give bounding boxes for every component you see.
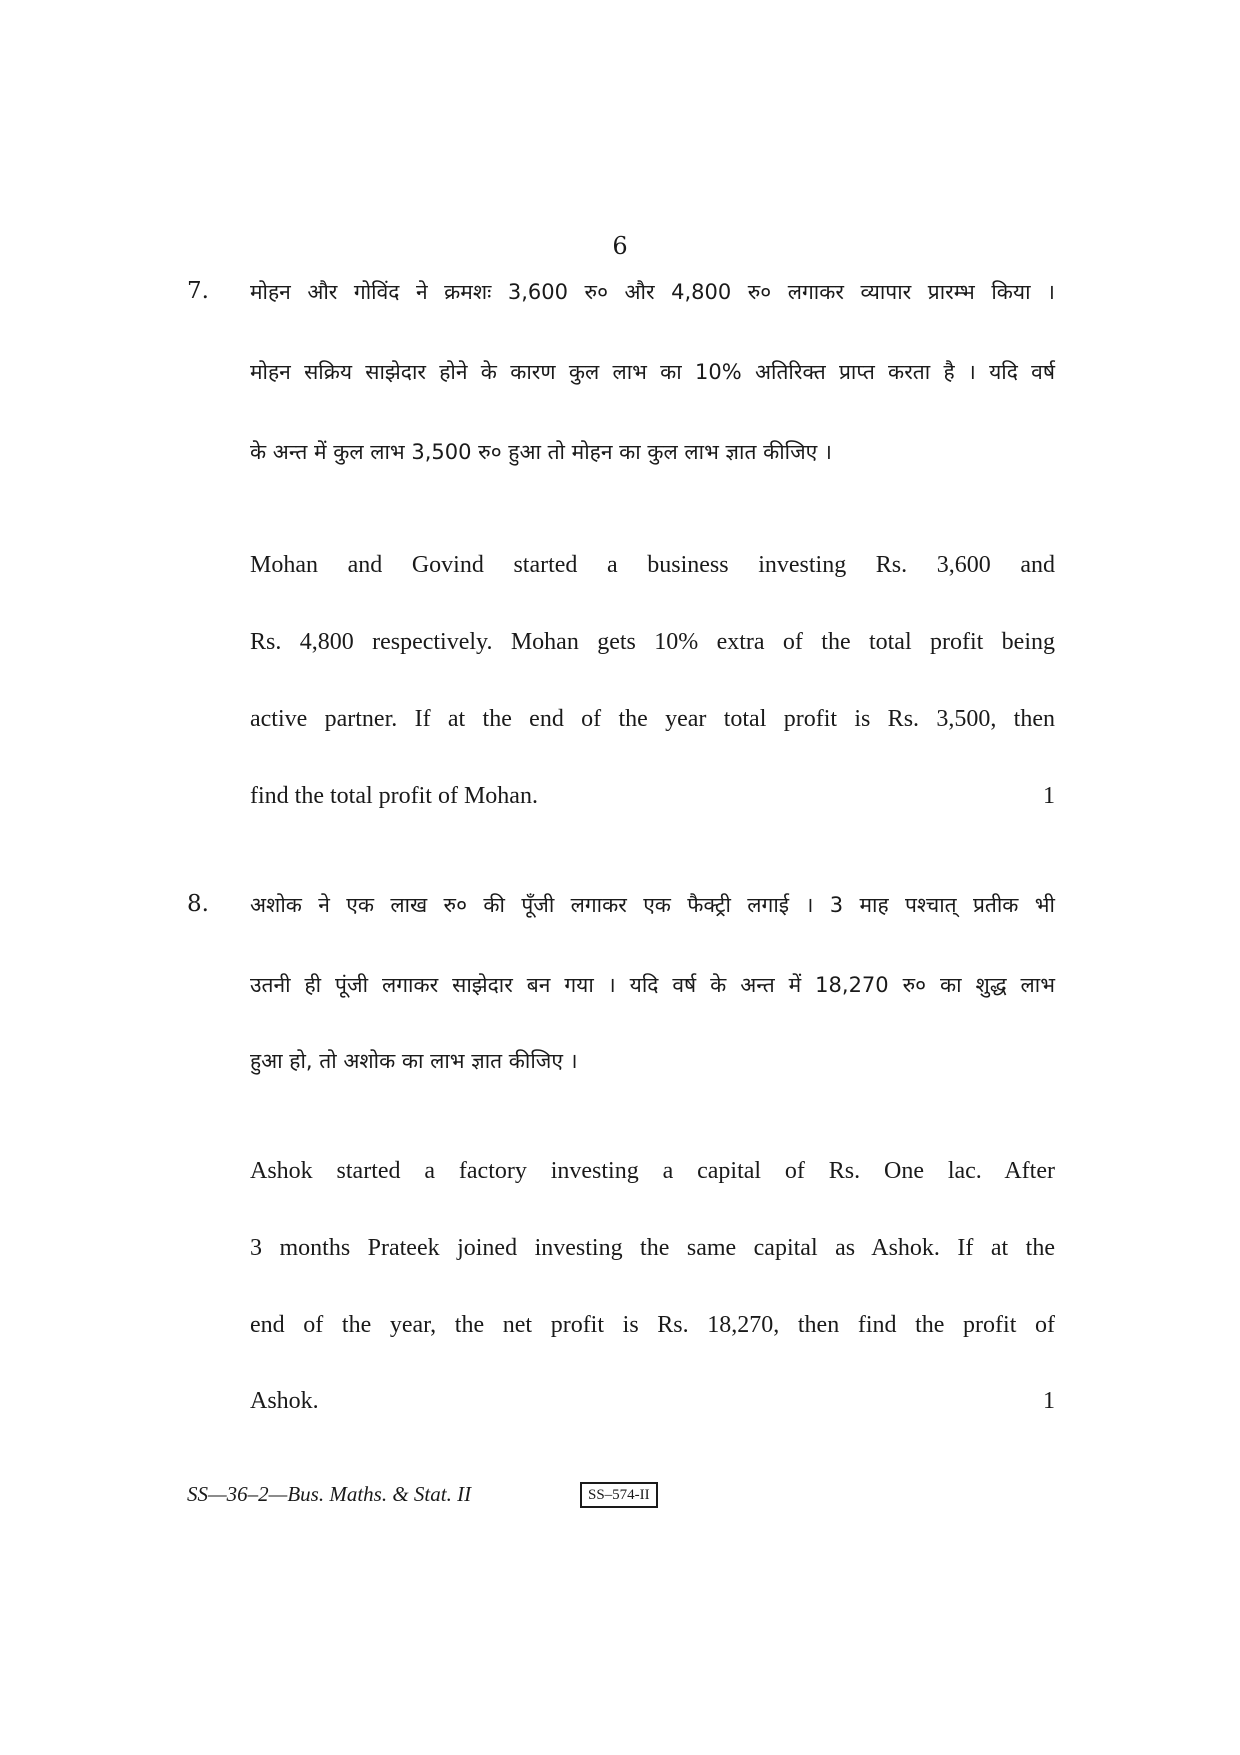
hindi-text-line: मोहन और गोविंद ने क्रमशः 3,600 रु० और 4,800 रु० लगाकर व्यापार प्रारम्भ किया । <box>250 280 1055 304</box>
english-text-line: Ashok started a factory investing a capital of Rs. One lac. After <box>250 1158 1055 1184</box>
hindi-text-line: मोहन सक्रिय साझेदार होने के कारण कुल लाभ का 10% अतिरिक्त प्राप्त करता है । यदि वर्ष <box>250 360 1055 384</box>
english-text-line: Rs. 4,800 respectively. Mohan gets 10% extra of the total profit being <box>250 629 1055 655</box>
english-text-line: Mohan and Govind started a business investing Rs. 3,600 and <box>250 552 1055 578</box>
page-number: 6 <box>612 232 628 260</box>
english-text-line: active partner. If at the end of the year total profit is Rs. 3,500, then <box>250 706 1055 732</box>
hindi-text-line: उतनी ही पूंजी लगाकर साझेदार बन गया । यदि वर्ष के अन्त में 18,270 रु० का शुद्ध लाभ <box>250 973 1055 997</box>
hindi-text-line: हुआ हो, तो अशोक का लाभ ज्ञात कीजिए । <box>250 1049 578 1073</box>
question-number: 7. <box>187 278 209 304</box>
english-text-line: 3 months Prateek joined investing the same capital as Ashok. If at the <box>250 1235 1055 1261</box>
question-number: 8. <box>187 891 209 917</box>
hindi-text-line: अशोक ने एक लाख रु० की पूँजी लगाकर एक फैक्ट्री लगाई । 3 माह पश्चात् प्रतीक भी <box>250 893 1055 917</box>
english-text-line: find the total profit of Mohan. <box>250 783 538 809</box>
english-text-line: end of the year, the net profit is Rs. 18,270, then find the profit of <box>250 1312 1055 1338</box>
english-text-line: Ashok. <box>250 1388 319 1414</box>
marks-label: 1 <box>1043 1388 1055 1414</box>
hindi-text-line: के अन्त में कुल लाभ 3,500 रु० हुआ तो मोहन का कुल लाभ ज्ञात कीजिए । <box>250 440 832 464</box>
course-code: SS—36–2—Bus. Maths. & Stat. II <box>187 1482 472 1506</box>
paper-code-box: SS–574-II <box>580 1482 658 1508</box>
marks-label: 1 <box>1043 783 1055 809</box>
